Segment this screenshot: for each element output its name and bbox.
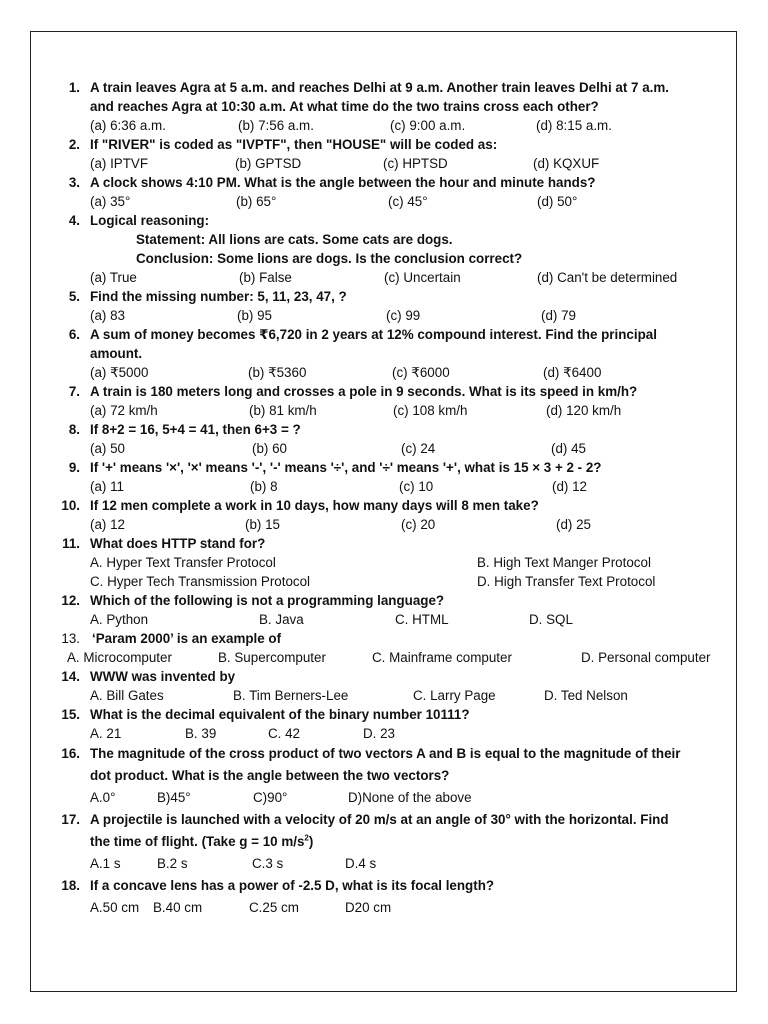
options-row xyxy=(0,192,768,211)
statement-text: Statement: All lions are cats. Some cats are dogs. xyxy=(136,232,453,247)
option-b: (b) 60 xyxy=(252,441,287,456)
option-b: (b) 95 xyxy=(237,308,272,323)
question-text: A projectile is launched with a velocity of 20 m/s at an angle of 30° with the horizontal. Find xyxy=(90,812,669,827)
option-b: (b) 8 xyxy=(250,479,278,494)
option-c: (c) 99 xyxy=(386,308,421,323)
options-row xyxy=(0,853,768,875)
question-text: What does HTTP stand for? xyxy=(90,536,266,551)
option-b: (b) False xyxy=(239,270,292,285)
question-6 xyxy=(0,325,768,344)
option-b: (b) ₹5360 xyxy=(248,365,307,380)
option-d: (d) 79 xyxy=(541,308,576,323)
question-text: dot product. What is the angle between the two vectors? xyxy=(90,768,450,783)
question-18 xyxy=(0,875,768,897)
question-text: ‘Param 2000’ is an example of xyxy=(92,631,282,646)
option-c: C. Larry Page xyxy=(413,688,496,703)
question-text: amount. xyxy=(90,346,143,361)
option-a: (a) 83 xyxy=(90,308,125,323)
question-text: If "RIVER" is coded as "IVPTF", then "HOUSE" will be coded as: xyxy=(90,137,498,152)
option-d: (d) KQXUF xyxy=(533,156,600,171)
question-8 xyxy=(0,420,768,439)
option-b: B. 39 xyxy=(185,726,217,741)
option-b: B)45° xyxy=(157,790,191,805)
option-d: (d) 8:15 a.m. xyxy=(536,118,612,133)
question-1 xyxy=(0,78,768,97)
options-row xyxy=(0,572,768,591)
option-d: D.4 s xyxy=(345,856,377,871)
question-number: 18. xyxy=(61,878,80,893)
question-17 xyxy=(0,809,768,831)
option-d: D. 23 xyxy=(363,726,396,741)
question-text: Which of the following is not a programming language? xyxy=(90,593,445,608)
options-row xyxy=(0,648,768,667)
question-11 xyxy=(0,534,768,553)
options-row xyxy=(0,268,768,287)
option-d: (d) 25 xyxy=(556,517,591,532)
option-c: (c) HPTSD xyxy=(383,156,448,171)
option-c: C)90° xyxy=(253,790,288,805)
option-c: C.3 s xyxy=(252,856,284,871)
option-b: B. Java xyxy=(259,612,304,627)
option-a: A. 21 xyxy=(90,726,122,741)
question-9 xyxy=(0,458,768,477)
options-row xyxy=(0,477,768,496)
question-text: A train leaves Agra at 5 a.m. and reaches Delhi at 9 a.m. Another train leaves Delhi at 7 a.m. xyxy=(90,80,670,95)
question-12 xyxy=(0,591,768,610)
option-d: (d) 50° xyxy=(537,194,578,209)
option-a: (a) 50 xyxy=(90,441,125,456)
question-number: 12. xyxy=(61,593,80,608)
question-5 xyxy=(0,287,768,306)
question-number: 11. xyxy=(62,536,80,551)
option-a: (a) 35° xyxy=(90,194,131,209)
question-text: What is the decimal equivalent of the binary number 10111? xyxy=(90,707,470,722)
option-a: A. Bill Gates xyxy=(90,688,164,703)
conclusion-text: Conclusion: Some lions are dogs. Is the conclusion correct? xyxy=(136,251,523,266)
options-row xyxy=(0,553,768,572)
question-number: 5. xyxy=(68,289,80,304)
options-row xyxy=(0,116,768,135)
option-b: B.40 cm xyxy=(153,900,203,915)
question-text: The magnitude of the cross product of two vectors A and B is equal to the magnitude of their xyxy=(90,746,681,761)
option-d: (d) ₹6400 xyxy=(543,365,602,380)
option-d: (d) 120 km/h xyxy=(546,403,622,418)
option-b: B. Supercomputer xyxy=(218,650,326,665)
option-a: A.50 cm xyxy=(90,900,140,915)
question-text: and reaches Agra at 10:30 a.m. At what time do the two trains cross each other? xyxy=(90,99,599,114)
option-a: A. Microcomputer xyxy=(67,650,172,665)
question-number: 8. xyxy=(68,422,80,437)
option-a: A. Python xyxy=(90,612,149,627)
option-b: B. Tim Berners-Lee xyxy=(233,688,349,703)
options-row xyxy=(0,439,768,458)
option-c: (c) Uncertain xyxy=(384,270,461,285)
option-a: (a) ₹5000 xyxy=(90,365,149,380)
superscript: 2 xyxy=(304,833,309,843)
option-c: (c) 9:00 a.m. xyxy=(390,118,466,133)
question-2 xyxy=(0,135,768,154)
question-10 xyxy=(0,496,768,515)
options-row xyxy=(0,515,768,534)
question-15 xyxy=(0,705,768,724)
options-row xyxy=(0,897,768,919)
option-c: (c) 10 xyxy=(399,479,434,494)
option-c: C. 42 xyxy=(268,726,301,741)
options-row xyxy=(0,787,768,809)
question-number: 3. xyxy=(68,175,80,190)
option-c: C. Mainframe computer xyxy=(372,650,512,665)
option-c: C. HTML xyxy=(395,612,449,627)
question-number: 2. xyxy=(68,137,80,152)
option-a: A.0° xyxy=(90,790,116,805)
question-number: 15. xyxy=(61,707,80,722)
question-text: If a concave lens has a power of -2.5 D, what is its focal length? xyxy=(90,878,495,893)
question-number: 4. xyxy=(68,213,80,228)
option-d: D. High Transfer Text Protocol xyxy=(477,574,656,589)
question-text: the time of flight. (Take g = 10 $m/s^2$) xyxy=(90,833,314,849)
option-d: (d) Can't be determined xyxy=(537,270,678,285)
question-text: A train is 180 meters long and crosses a pole in 9 seconds. What is its speed in km/h? xyxy=(90,384,638,399)
question-number: 16. xyxy=(61,746,80,761)
option-b: B.2 s xyxy=(157,856,188,871)
question-7 xyxy=(0,382,768,401)
question-number: 10. xyxy=(61,498,80,513)
option-b: (b) 65° xyxy=(236,194,277,209)
option-c: (c) 20 xyxy=(401,517,436,532)
question-number: 7. xyxy=(68,384,80,399)
question-text: A sum of money becomes ₹6,720 in 2 years at 12% compound interest. Find the principal xyxy=(90,327,657,342)
question-3 xyxy=(0,173,768,192)
question-text: A clock shows 4:10 PM. What is the angle between the hour and minute hands? xyxy=(90,175,596,190)
option-d: D20 cm xyxy=(345,900,392,915)
option-a: (a) 6:36 a.m. xyxy=(90,118,166,133)
option-a: (a) 12 xyxy=(90,517,125,532)
option-c: (c) 24 xyxy=(401,441,436,456)
option-a: A. Hyper Text Transfer Protocol xyxy=(90,555,276,570)
options-row xyxy=(0,306,768,325)
option-a: A.1 s xyxy=(90,856,121,871)
question-list xyxy=(0,78,768,919)
question-text: Logical reasoning: xyxy=(90,213,210,228)
option-d: (d) 12 xyxy=(552,479,587,494)
option-c: (c) ₹6000 xyxy=(392,365,450,380)
option-b: (b) GPTSD xyxy=(235,156,302,171)
option-c: C. Hyper Tech Transmission Protocol xyxy=(90,574,311,589)
question-number: 9. xyxy=(68,460,80,475)
options-row xyxy=(0,686,768,705)
question-text: Find the missing number: 5, 11, 23, 47, ? xyxy=(90,289,347,304)
question-13 xyxy=(0,629,768,648)
question-number: 14. xyxy=(61,669,80,684)
options-row xyxy=(0,401,768,420)
option-b: (b) 15 xyxy=(245,517,280,532)
question-text: If 12 men complete a work in 10 days, how many days will 8 men take? xyxy=(90,498,539,513)
question-number: 1. xyxy=(68,80,80,95)
option-c: C.25 cm xyxy=(249,900,299,915)
option-d: D. Ted Nelson xyxy=(544,688,628,703)
option-d: (d) 45 xyxy=(551,441,586,456)
option-a: (a) True xyxy=(90,270,137,285)
options-row xyxy=(0,363,768,382)
option-d: D)None of the above xyxy=(348,790,472,805)
question-16 xyxy=(0,743,768,765)
question-text: WWW was invented by xyxy=(90,669,236,684)
question-number: 6. xyxy=(68,327,80,342)
option-b: (b) 81 km/h xyxy=(249,403,317,418)
options-row xyxy=(0,724,768,743)
option-c: (c) 45° xyxy=(388,194,428,209)
option-d: D. SQL xyxy=(529,612,573,627)
option-a: (a) IPTVF xyxy=(90,156,149,171)
options-row xyxy=(0,154,768,173)
option-d: D. Personal computer xyxy=(581,650,711,665)
option-a: (a) 11 xyxy=(90,479,124,494)
options-row xyxy=(0,610,768,629)
question-number: 17. xyxy=(61,812,80,827)
option-b: (b) 7:56 a.m. xyxy=(238,118,314,133)
question-number: 13. xyxy=(61,631,80,646)
option-c: (c) 108 km/h xyxy=(393,403,468,418)
option-b: B. High Text Manger Protocol xyxy=(477,555,651,570)
question-text: If 8+2 = 16, 5+4 = 41, then 6+3 = ? xyxy=(90,422,301,437)
option-a: (a) 72 km/h xyxy=(90,403,158,418)
question-text: If '+' means '×', '×' means '-', '-' means '÷', and '÷' means '+', what is 15 × 3 + 2 - 2? xyxy=(90,460,602,475)
question-14 xyxy=(0,667,768,686)
question-4 xyxy=(0,211,768,230)
